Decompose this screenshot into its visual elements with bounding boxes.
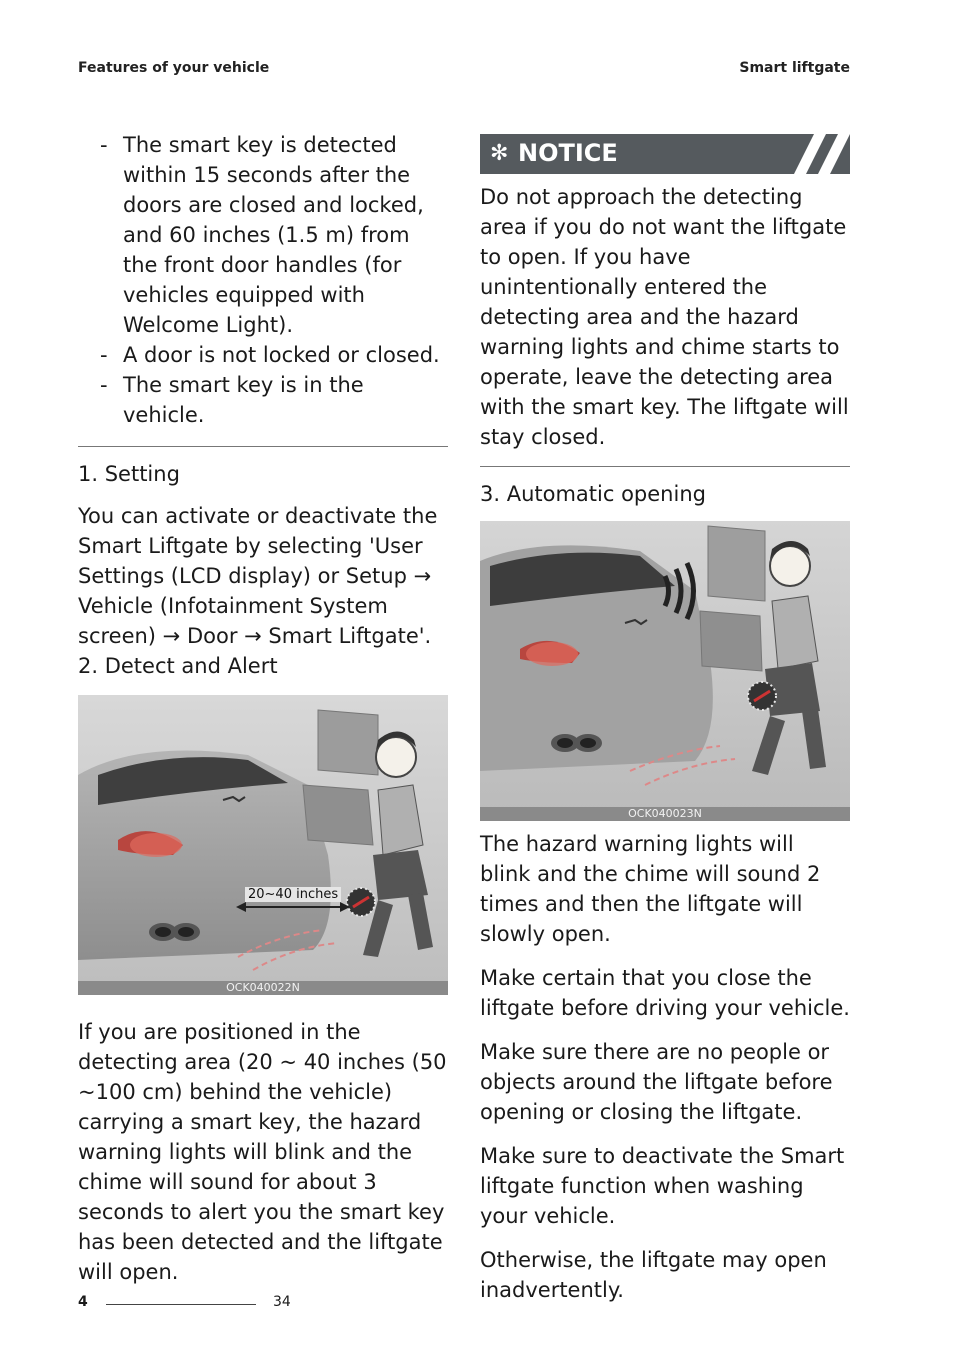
car-rear-liftgate-illustration	[480, 521, 850, 821]
paragraph: Make certain that you close the liftgate before driving your vehicle.	[480, 966, 850, 1020]
paragraph: The hazard warning lights will blink and the chime will sound 2 times and then the liftgate will slowly open.	[480, 832, 821, 946]
figure-caption: OCK040022N	[78, 981, 448, 995]
chapter-number: 4	[78, 1294, 88, 1310]
slash-decoration-icon	[780, 134, 850, 174]
step-detect-text: If you are positioned in the detecting area (20 ~ 40 inches (50 ~100 cm) behind the vehicle) carrying a smart key, the hazard warning lights will blink and the chime will sound for about 3 seconds to alert you the smart key has been detected and the liftgate will open.	[78, 1020, 447, 1284]
car-rear-person-illustration	[78, 695, 448, 995]
paragraph: Make sure to deactivate the Smart liftgate function when washing your vehicle.	[480, 1144, 845, 1228]
section-divider	[78, 446, 448, 447]
notice-banner	[480, 134, 850, 174]
step-setting-title: 1. Setting	[78, 462, 180, 486]
left-column	[78, 130, 448, 1287]
paragraph: Make sure there are no people or objects around the liftgate before opening or closing the liftgate.	[480, 1040, 833, 1124]
chapter-header: Features of your vehicle	[78, 60, 270, 76]
condition-list	[78, 130, 448, 430]
paragraph: Otherwise, the liftgate may open inadvertently.	[480, 1248, 827, 1302]
page-number: 34	[273, 1294, 291, 1310]
step-opening-title: 3. Automatic opening	[480, 482, 706, 506]
list-item: - The smart key is detected within 15 seconds after the doors are closed and locked, and 60 inches (1.5 m) from the front door handles (for vehicles equipped with Welcome Light).	[78, 130, 448, 340]
figure-caption: OCK040023N	[480, 807, 850, 821]
asterisk-icon: ✻	[490, 141, 509, 166]
distance-label: 20~40 inches	[245, 887, 341, 902]
notice-text: Do not approach the detecting area if you do not want the liftgate to open. If you have unintentionally entered the detecting area and the hazard warning lights and chime starts to operate, leave the detecting area with the smart key. The liftgate will stay closed.	[480, 185, 849, 449]
section-divider	[480, 466, 850, 467]
right-column	[480, 134, 850, 1319]
detect-alert-illustration	[78, 695, 448, 995]
list-item: - The smart key is in the vehicle.	[78, 370, 448, 430]
list-item: - A door is not locked or closed.	[78, 340, 448, 370]
section-header: Smart liftgate	[739, 60, 850, 76]
footer-divider	[106, 1304, 256, 1305]
step-detect-title: 2. Detect and Alert	[78, 654, 278, 678]
automatic-opening-illustration	[480, 521, 850, 821]
notice-title: NOTICE	[518, 139, 618, 167]
step-setting-text: You can activate or deactivate the Smart Liftgate by selecting 'User Settings (LCD display) or Setup → Vehicle (Infotainment System screen) → Door → Smart Liftgate'.	[78, 504, 438, 648]
